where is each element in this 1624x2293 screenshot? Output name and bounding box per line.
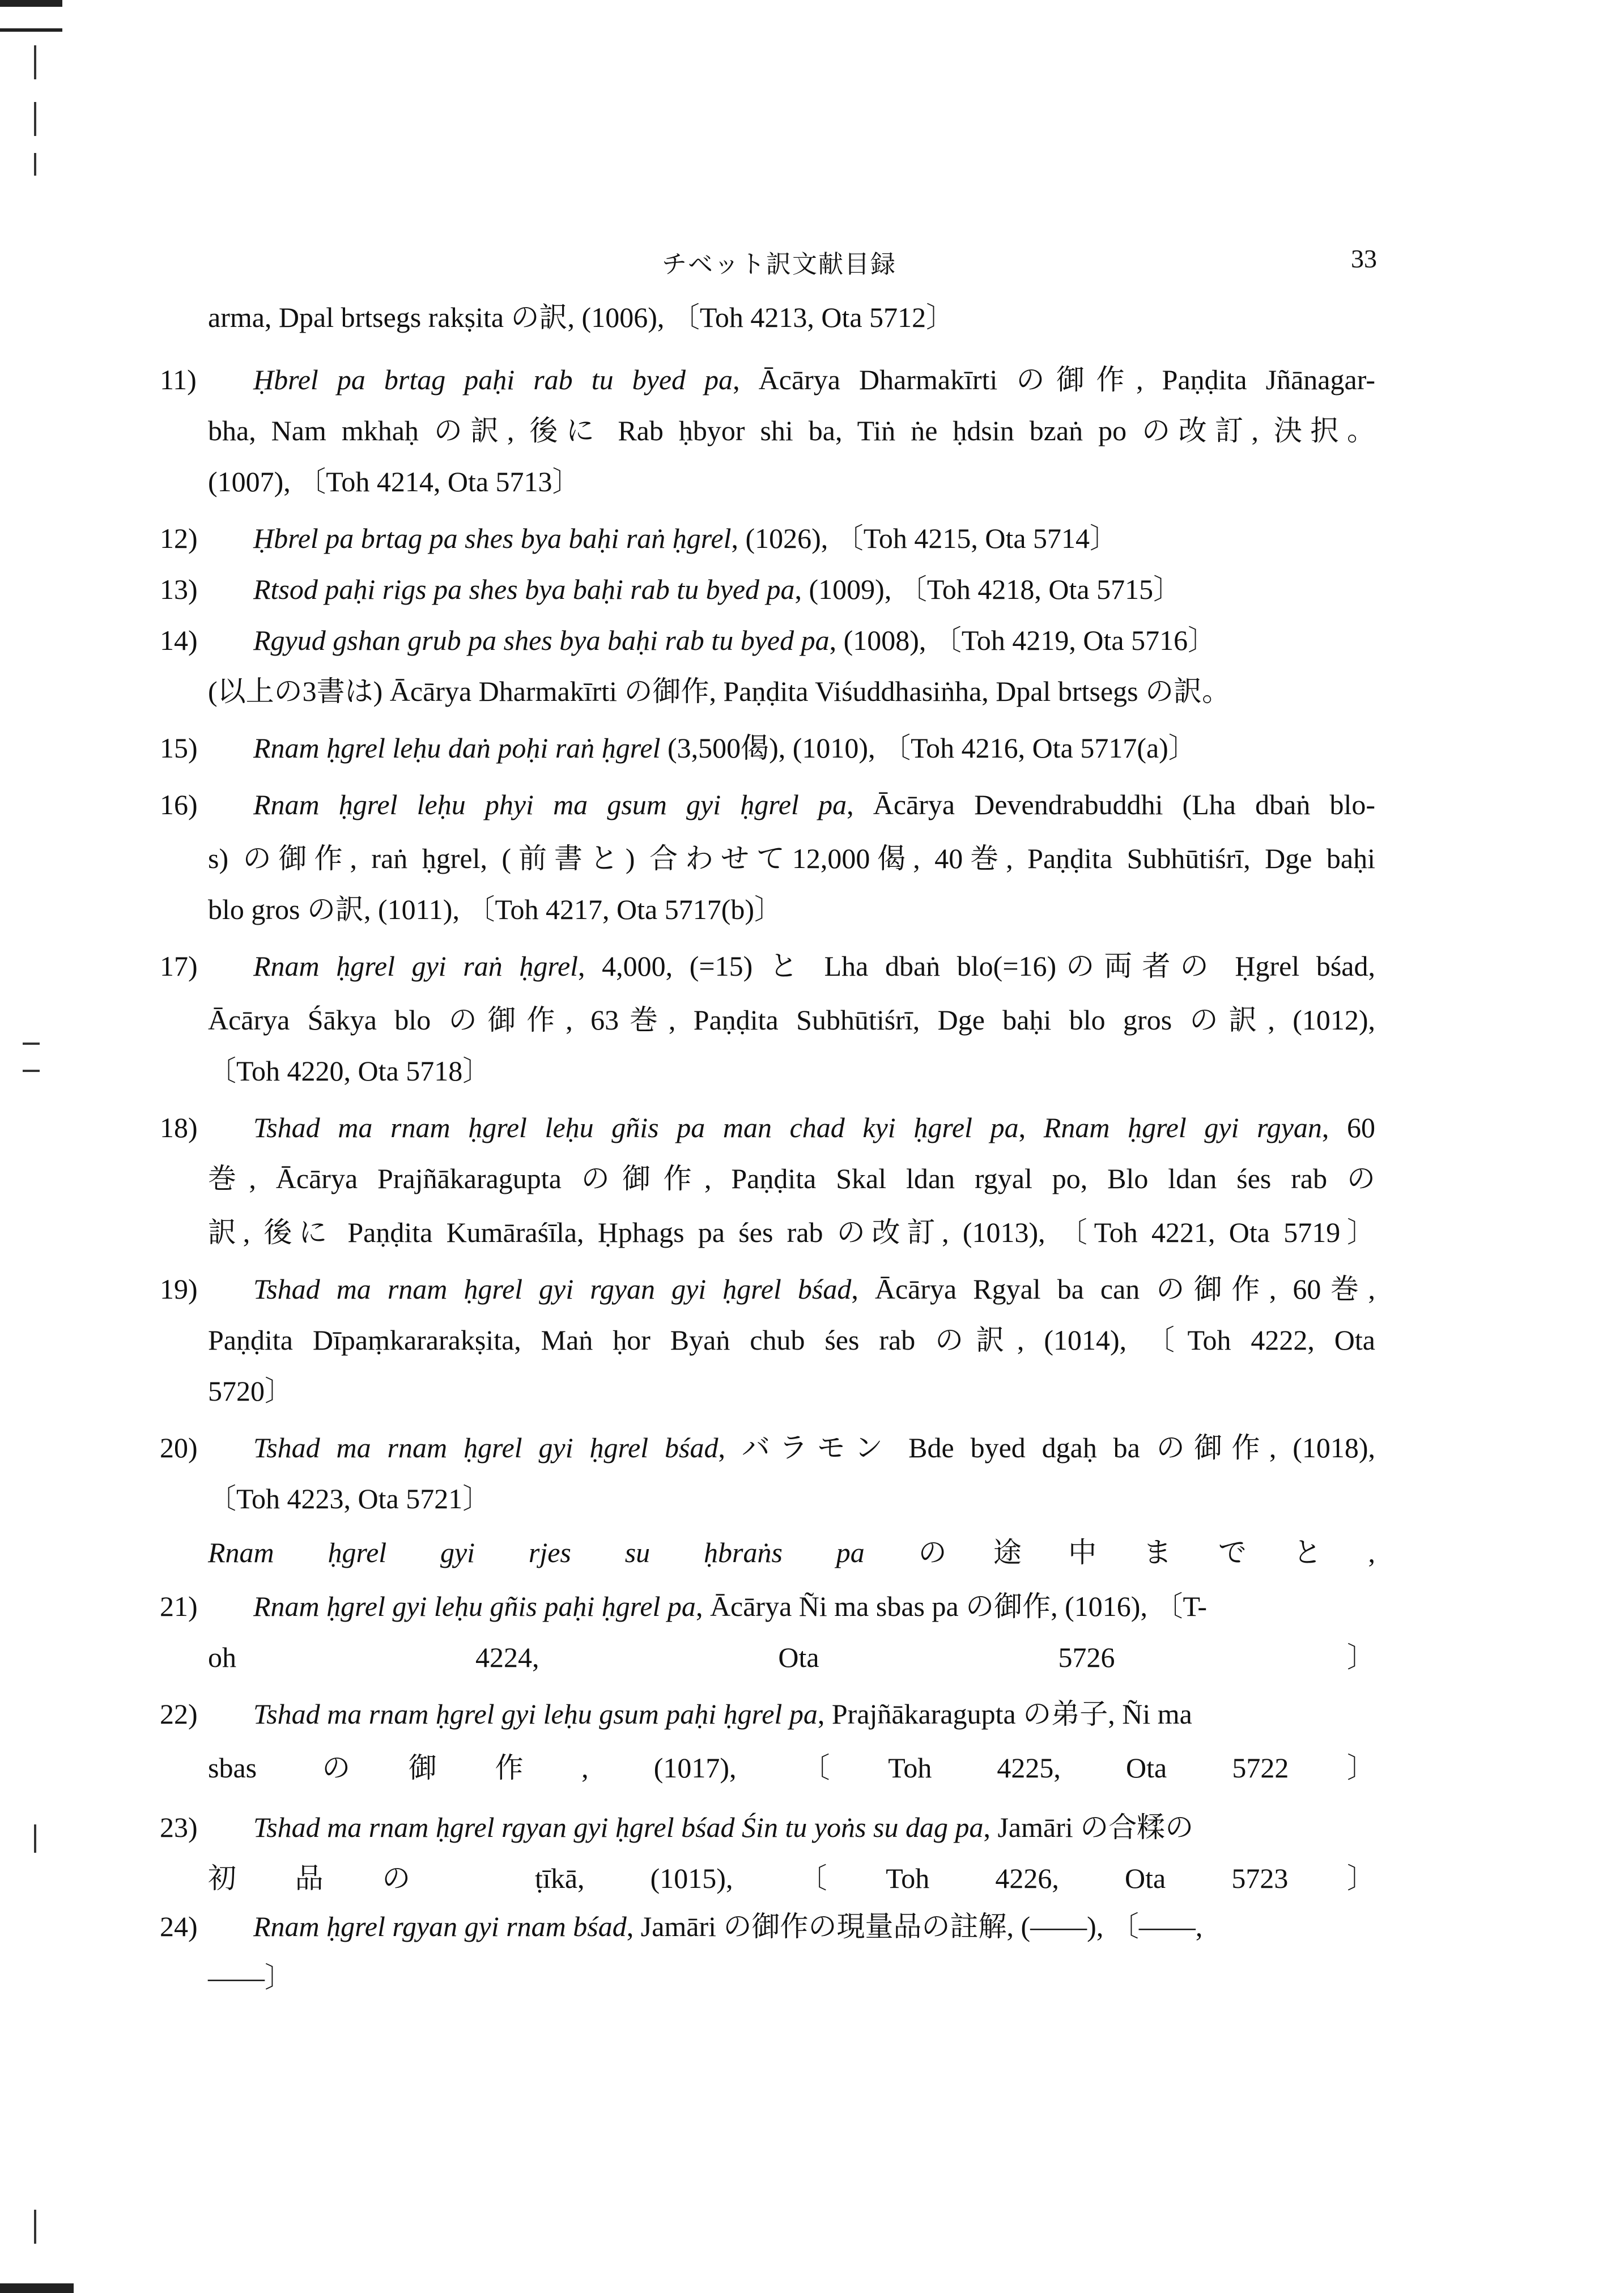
entry-text: , Ācārya Dharmakīrti の御作, Paṇḍita Jñānagar- [733,364,1375,395]
edge-tick [34,2210,36,2244]
entry-text: 〔Toh 4223, Ota 5721〕 [208,1483,491,1515]
entry-text: blo gros の訳, (1011), 〔Toh 4217, Ota 5717(b)〕 [208,894,783,925]
entry-first-line [253,360,1375,399]
entry-continuation-line [208,297,1375,337]
entry-text: bha, Nam mkhaḥ の訳, 後に Rab ḥbyor shi ba, Tiṅ ṅe ḥdsin bzaṅ po の改訂, 決択。 [208,415,1375,446]
entry-first-line [253,1428,1375,1467]
entry-text: , バラモン Bde byed dgaḥ ba の御作, (1018), [718,1432,1376,1464]
work-title-italic: Rnam ḥgrel leḥu phyi ma gsum gyi ḥgrel pa [253,789,847,820]
entry-continuation-line [208,411,1375,450]
page-number: 33 [1351,244,1377,273]
entry-continuation-line [208,1748,1375,1788]
entry-text: 訳, 後に Paṇḍita Kumāraśīla, Ḥphags pa śes rab の改訂, (1013), 〔Toh 4221, Ota 5719〕 [208,1216,1375,1248]
entry-continuation-line [208,1000,1375,1040]
edge-tick [23,1070,40,1072]
entry-text: 初品の ṭīkā, (1015), 〔Toh 4226, Ota 5723〕 [208,1862,1375,1894]
work-title-italic: Rnam ḥgrel gyi leḥu gñis paḥi ḥgrel pa [253,1590,696,1622]
entry-continuation-line [208,1958,1375,1997]
entry-number: 22) [160,1698,198,1730]
edge-tick [34,102,36,136]
entry-number: 23) [160,1811,198,1843]
work-title-italic: Rnam ḥgrel gyi rgyan [1043,1112,1322,1143]
work-title-italic: Rnam ḥgrel leḥu daṅ poḥi raṅ ḥgrel [253,732,661,764]
entry-number: 24) [160,1911,198,1942]
entry-continuation-line [208,1320,1375,1360]
entry-continuation-line [208,1159,1375,1198]
binding-edge-mark-top [0,0,62,7]
entry-text: , (1008), 〔Toh 4219, Ota 5716〕 [829,624,1217,656]
work-title-italic: Ḥbrel pa brtag paḥi rab tu byed pa [253,364,733,395]
edge-tick [34,1824,36,1853]
binding-edge-mark-top-2 [0,28,62,32]
entry-text: Ācārya Śākya blo の御作, 63巻, Paṇḍita Subhūtiśrī, Dge baḥi blo gros の訳, (1012), [208,1004,1375,1036]
entry-first-line [253,1907,1375,1946]
entry-text: , Jamāri の合糅の [983,1811,1194,1843]
edge-tick [34,45,36,79]
entry-first-line [253,620,1375,660]
entry-number: 19) [160,1273,198,1305]
entry-text: , Ācārya Rgyal ba can の御作, 60巻, [851,1273,1375,1305]
entry-first-line [253,785,1375,824]
entry-text: oh 4224, Ota 5726〕 [208,1641,1375,1673]
entry-continuation-line [208,1479,1375,1518]
entry-continuation-line [208,462,1375,501]
entry-number: 18) [160,1112,198,1143]
entry-continuation-line [208,1637,1375,1677]
entry-text: , 60 [1321,1112,1376,1143]
entry-continuation-line [208,1213,1375,1252]
entry-text: (1007), 〔Toh 4214, Ota 5713〕 [208,466,581,497]
entry-first-line [253,1108,1375,1147]
entry-text: , 4,000, (=15) と Lha dbaṅ blo(=16)の両者の Ḥgrel bśad, [578,950,1375,982]
entry-continuation-line [208,1858,1375,1898]
entry-text: (以上の3書は) Ācārya Dharmakīrti の御作, Paṇḍita Viśuddhasiṅha, Dpal brtsegs の訳。 [208,675,1231,707]
entry-text: ——〕 [208,1962,293,1993]
entry-continuation-line [208,1533,1375,1572]
entry-number: 12) [160,522,198,554]
entry-text: , [1018,1112,1044,1143]
entry-text: Paṇḍita Dīpaṃkararakṣita, Maṅ ḥor Byaṅ chub śes rab の訳, (1014), 〔Toh 4222, Ota [208,1324,1375,1356]
running-header-title: チベット訳文献目録 [662,250,896,278]
entry-text: s) の御作, raṅ ḥgrel, (前書と) 合わせて12,000偈, 40巻, Paṇḍita Subhūtiśrī, Dge baḥi [208,843,1375,874]
entry-first-line [253,946,1375,986]
entry-continuation-line [208,1371,1375,1411]
entry-number: 14) [160,624,198,656]
entry-continuation-line [208,1051,1375,1091]
work-title-italic: Rnam ḥgrel rgyan gyi rnam bśad [253,1911,627,1942]
entry-text: 巻, Ācārya Prajñākaragupta の御作, Paṇḍita Skal ldan rgyal po, Blo ldan śes rab の [208,1163,1375,1194]
entry-text: arma, Dpal brtsegs rakṣita の訳, (1006), 〔Toh 4213, Ota 5712〕 [208,301,955,333]
work-title-italic: Tshad ma rnam ḥgrel gyi leḥu gsum paḥi ḥgrel pa [253,1698,818,1730]
entry-first-line [253,1807,1375,1847]
work-title-italic: Tshad ma rnam ḥgrel rgyan gyi ḥgrel bśad Śin tu yoṅs su dag pa [253,1811,984,1843]
edge-tick [23,1043,40,1045]
entry-text: (3,500偈), (1010), 〔Toh 4216, Ota 5717(a)〕 [660,732,1197,764]
entry-first-line [253,569,1375,609]
entry-number: 15) [160,732,198,764]
entry-text: 5720〕 [208,1375,293,1407]
work-title-italic: Rgyud gshan grub pa shes bya baḥi rab tu byed pa [253,624,830,656]
entry-text: , Ācārya Devendrabuddhi (Lha dbaṅ blo- [847,789,1376,820]
entry-continuation-line [208,671,1375,711]
work-title-italic: Rnam ḥgrel gyi rjes su ḥbraṅs pa [208,1537,865,1568]
work-title-italic: Tshad ma rnam ḥgrel gyi ḥgrel bśad [253,1432,719,1464]
entry-first-line [253,518,1375,558]
entry-text: , (1026), 〔Toh 4215, Ota 5714〕 [731,522,1119,554]
entry-number: 17) [160,950,198,982]
entry-number: 13) [160,573,198,605]
entry-text: , Prajñākaragupta の弟子, Ñi ma [817,1698,1192,1730]
entry-first-line [253,728,1375,768]
edge-tick [34,153,36,176]
binding-edge-mark-bottom [0,2283,74,2293]
entry-first-line [253,1586,1375,1626]
work-title-italic: Rnam ḥgrel gyi raṅ ḥgrel [253,950,579,982]
work-title-italic: Tshad ma rnam ḥgrel gyi rgyan gyi ḥgrel bśad [253,1273,852,1305]
entry-first-line [253,1694,1375,1734]
entry-text: の途中までと, [864,1537,1376,1568]
work-title-italic: Tshad ma rnam ḥgrel leḥu gñis pa man chad kyi ḥgrel pa [253,1112,1019,1143]
work-title-italic: Rtsod paḥi rigs pa shes bya baḥi rab tu byed pa [253,573,795,605]
entry-text: , (1009), 〔Toh 4218, Ota 5715〕 [794,573,1182,605]
entry-text: , Ācārya Ñi ma sbas pa の御作, (1016), 〔T- [695,1590,1208,1622]
entry-continuation-line [208,890,1375,929]
entry-number: 16) [160,789,198,820]
entry-text: , Jamāri の御作の現量品の註解, (——), 〔——, [626,1911,1203,1942]
entry-number: 21) [160,1590,198,1622]
entry-text: sbas の御作, (1017), 〔Toh 4225, Ota 5722〕 [208,1752,1375,1784]
entry-number: 20) [160,1432,198,1464]
entry-text: 〔Toh 4220, Ota 5718〕 [208,1055,491,1087]
entry-continuation-line [208,839,1375,878]
entry-first-line [253,1269,1375,1309]
work-title-italic: Ḥbrel pa brtag pa shes bya baḥi raṅ ḥgrel [253,522,732,554]
entry-number: 11) [160,364,197,395]
